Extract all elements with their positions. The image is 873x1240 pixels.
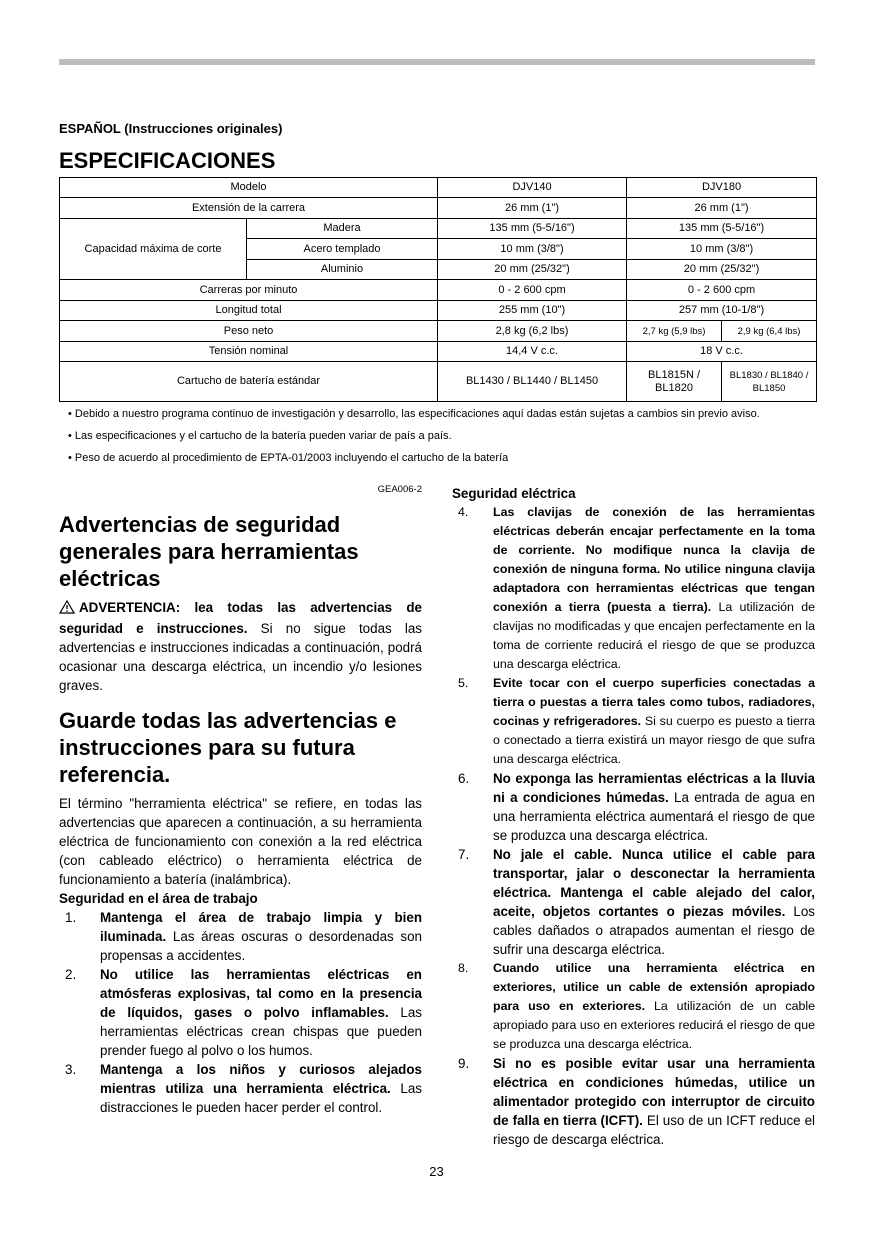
left-column: [59, 480, 422, 1117]
intro-paragraph: El término "herramienta eléctrica" se refiere, en todas las advertencias que aparecen a continuación, a su herramienta eléctrica de funcionamiento con conexión a la red eléctrica (con cableado eléctrico) o herramienta eléctrica de funcionamiento a batería (inalámbrica).: [59, 796, 422, 887]
table-row: Acero templado 10 mm (3/8") 10 mm (3/8"): [60, 239, 817, 260]
list-item: 1. Mantenga el área de trabajo limpia y bien iluminada. Las áreas oscuras o desordenadas son propensas a accidentes.: [65, 910, 422, 963]
warning-paragraph: ADVERTENCIA: lea todas las advertencias de seguridad e instrucciones. Si no sigue todas las advertencias e instrucciones indicadas a continuación, podrá ocasionar una descarga eléctrica, un incendio y/o lesiones graves.: [59, 600, 422, 693]
subhead-work-area: Seguridad en el área de trabajo: [59, 891, 258, 906]
table-row: Aluminio 20 mm (25/32") 20 mm (25/32"): [60, 260, 817, 280]
list-item: 9. Si no es posible evitar usar una herramienta eléctrica en condiciones húmedas, utilice un alimentador protegido con interruptor de circuito de falla en tierra (ICFT). El uso de un ICFT reduce el riesgo de descarga eléctrica.: [458, 1056, 815, 1147]
table-row: Tensión nominal 14,4 V c.c. 18 V c.c.: [60, 342, 817, 362]
list-item: 3. Mantenga a los niños y curiosos alejados mientras utiliza una herramienta eléctrica. Las distracciones le pueden hacer perder el control.: [65, 1062, 422, 1115]
table-row: Capacidad máxima de corte Madera 135 mm (5-5/16") 135 mm (5-5/16"): [60, 219, 817, 239]
specs-notes: [68, 405, 760, 471]
list-item: 6. No exponga las herramientas eléctricas a la lluvia ni a condiciones húmedas. La entrada de agua en una herramienta eléctrica aumentará el riesgo de que se produzca una descarga eléctrica.: [458, 771, 815, 843]
warning-triangle-icon: [59, 600, 75, 619]
language-label: ESPAÑOL (Instrucciones originales): [59, 121, 283, 136]
page-number: 23: [429, 1164, 444, 1179]
doc-code: GEA006-2: [377, 484, 422, 495]
list-item: 2. No utilice las herramientas eléctricas en atmósferas explosivas, tal como en la presencia de líquidos, gases o polvo inflamables. Las herramientas eléctricas crean chispas que pueden prender fuego al polvo o los humos.: [65, 967, 422, 1058]
specs-title: ESPECIFICACIONES: [59, 148, 276, 173]
note-item: • Las especificaciones y el cartucho de la batería pueden variar de país a país.: [68, 430, 452, 442]
right-column: [452, 484, 815, 1149]
table-row: Carreras por minuto 0 - 2 600 cpm 0 - 2 600 cpm: [60, 280, 817, 301]
list-item: 5. Evite tocar con el cuerpo superficies conectadas a tierra o puestas a tierra tales como tubos, radiadores, cocinas y refrigeradores. Si su cuerpo es puesto a tierra o conectado a tierra existirá un mayor riesgo de que sufra una descarga eléctrica.: [458, 676, 815, 766]
subhead-electrical-safety: Seguridad eléctrica: [452, 486, 576, 501]
list-item: 4. Las clavijas de conexión de las herramientas eléctricas deberán encajar perfectamente en la toma de corriente. No modifique nunca la clavija de conexión de ninguna forma. No utilice ninguna clavija adaptadora con herramientas eléctricas que tengan conexión a tierra (puesta a tierra). La utilización de clavijas no modificadas y que encajen perfectamente en la toma de corriente reducirá el riesgo de que se produzca una descarga eléctrica.: [458, 505, 815, 671]
heading-general-warnings: Advertencias de seguridad generales para herramientas eléctricas: [59, 512, 359, 591]
table-row: Modelo DJV140 DJV180: [60, 178, 817, 198]
table-row: Extensión de la carrera 26 mm (1") 26 mm (1"): [60, 198, 817, 219]
heading-keep-instructions: Guarde todas las advertencias e instrucciones para su futura referencia.: [59, 708, 397, 787]
table-row: Peso neto 2,8 kg (6,2 lbs) 2,7 kg (5,9 lbs) 2,9 kg (6,4 lbs): [60, 321, 817, 342]
note-item: • Debido a nuestro programa continuo de investigación y desarrollo, las especificaciones aquí dadas están sujetas a cambios sin previo aviso.: [68, 408, 760, 420]
top-rule: [59, 59, 815, 65]
table-row: Cartucho de batería estándar BL1430 / BL1440 / BL1450 BL1815N / BL1820 BL1830 / BL1840 / BL1850: [60, 362, 817, 402]
table-row: Longitud total 255 mm (10") 257 mm (10-1/8"): [60, 301, 817, 321]
list-item: 7. No jale el cable. Nunca utilice el cable para transportar, jalar o desconectar la herramienta eléctrica. Mantenga el cable alejado del calor, aceite, objetos cortantes o piezas móviles. Los cables dañados o atrapados aumentan el riesgo de sufrir una descarga eléctrica.: [458, 847, 816, 957]
note-item: • Peso de acuerdo al procedimiento de EPTA-01/2003 incluyendo el cartucho de la batería: [68, 452, 509, 464]
list-item: 8. Cuando utilice una herramienta eléctrica en exteriores, utilice un cable de extensión apropiado para uso en exteriores. La utilización de un cable apropiado para uso en exteriores reducirá el riesgo de que se produzca una descarga eléctrica.: [458, 961, 816, 1051]
specs-table: [59, 177, 817, 402]
